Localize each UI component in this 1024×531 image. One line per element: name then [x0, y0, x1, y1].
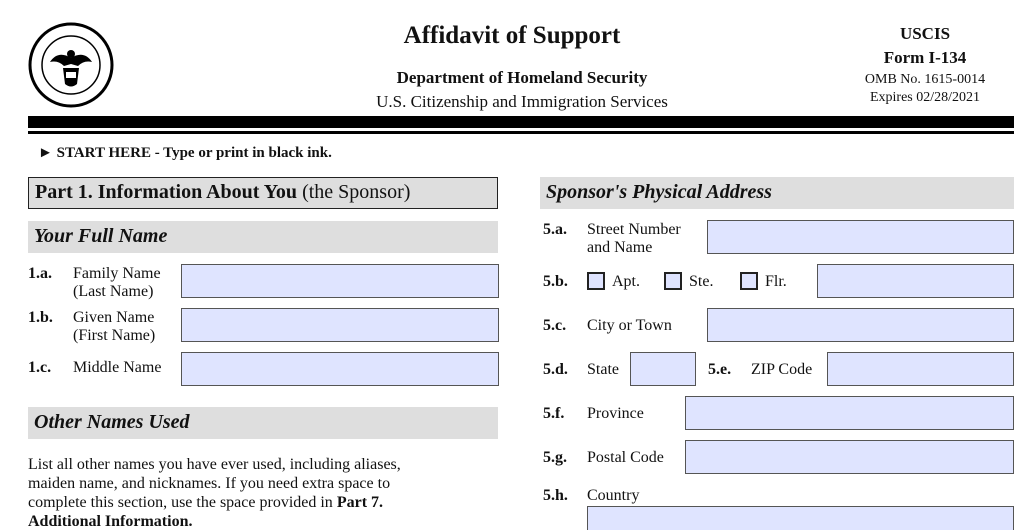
item-number: 5.h. [543, 487, 568, 504]
item-number: 5.d. [543, 361, 568, 378]
family-name-label-line1: Family Name [73, 265, 161, 282]
unit-number-field[interactable] [817, 264, 1014, 298]
middle-name-field[interactable] [181, 352, 499, 386]
item-number: 5.g. [543, 449, 567, 466]
zip-label: ZIP Code [751, 361, 813, 378]
ste-checkbox[interactable] [664, 272, 682, 290]
item-number: 5.b. [543, 273, 568, 290]
state-select[interactable] [630, 352, 696, 386]
department-name: Department of Homeland Security [396, 68, 648, 87]
address-heading: Sponsor's Physical Address [540, 177, 1014, 209]
apt-checkbox[interactable] [587, 272, 605, 290]
agency-name: U.S. Citizenship and Immigration Services [376, 92, 668, 111]
full-name-heading: Your Full Name [28, 221, 498, 253]
street-label [587, 221, 681, 257]
given-name-field[interactable] [181, 308, 499, 342]
province-label: Province [587, 405, 644, 422]
province-field[interactable] [685, 396, 1014, 430]
expiration-date: Expires 02/28/2021 [869, 90, 981, 105]
apt-label: Apt. [612, 273, 640, 290]
item-number: 1.a. [28, 265, 52, 282]
header-divider-thin [28, 131, 1014, 134]
family-name-label-line2: (Last Name) [73, 283, 154, 300]
postal-code-field[interactable] [685, 440, 1014, 474]
given-name-label-line1: Given Name [73, 309, 155, 326]
part1-heading [28, 177, 498, 209]
street-label-line2: and Name [587, 239, 653, 256]
flr-label: Flr. [765, 273, 787, 290]
item-number: 5.a. [543, 221, 567, 238]
start-here-instruction: ► START HERE - Type or print in black ink. [38, 145, 332, 161]
item-number: 5.e. [708, 361, 732, 378]
street-field[interactable] [707, 220, 1014, 254]
form-info-box [860, 24, 990, 106]
ste-label: Ste. [689, 273, 714, 290]
state-label: State [587, 361, 619, 378]
country-label: Country [587, 487, 640, 504]
instructions-text: complete this section, use the space provided in [28, 494, 337, 511]
item-number: 1.c. [28, 359, 52, 376]
postal-code-label: Postal Code [587, 449, 664, 466]
family-name-field[interactable] [181, 264, 499, 298]
agency-short: USCIS [899, 24, 951, 43]
part1-title: Part 1. Information About You [35, 181, 298, 203]
form-title: Affidavit of Support [403, 22, 621, 49]
flr-checkbox[interactable] [740, 272, 758, 290]
additional-info-reference: Additional Information. [28, 513, 193, 530]
part1-subtitle: (the Sponsor) [297, 181, 411, 203]
form-number: Form I-134 [883, 48, 967, 67]
other-names-heading: Other Names Used [28, 407, 498, 439]
given-name-label-line2: (First Name) [73, 327, 156, 344]
instructions-line: maiden name, and nicknames. If you need extra space to [28, 475, 391, 492]
country-field[interactable] [587, 506, 1014, 530]
item-number: 5.f. [543, 405, 565, 422]
omb-number: OMB No. 1615-0014 [864, 72, 986, 87]
item-number: 1.b. [28, 309, 53, 326]
city-field[interactable] [707, 308, 1014, 342]
street-label-line1: Street Number [587, 221, 681, 238]
middle-name-label: Middle Name [73, 359, 162, 376]
part7-reference: Part 7. [336, 494, 384, 511]
header-divider [28, 116, 1014, 128]
instructions-line: List all other names you have ever used, including aliases, [28, 456, 401, 473]
given-name-label [73, 309, 155, 345]
city-label: City or Town [587, 317, 672, 334]
other-names-instructions [28, 455, 468, 531]
instructions-line [28, 493, 468, 512]
zip-field[interactable] [827, 352, 1014, 386]
item-number: 5.c. [543, 317, 567, 334]
family-name-label [73, 265, 161, 301]
